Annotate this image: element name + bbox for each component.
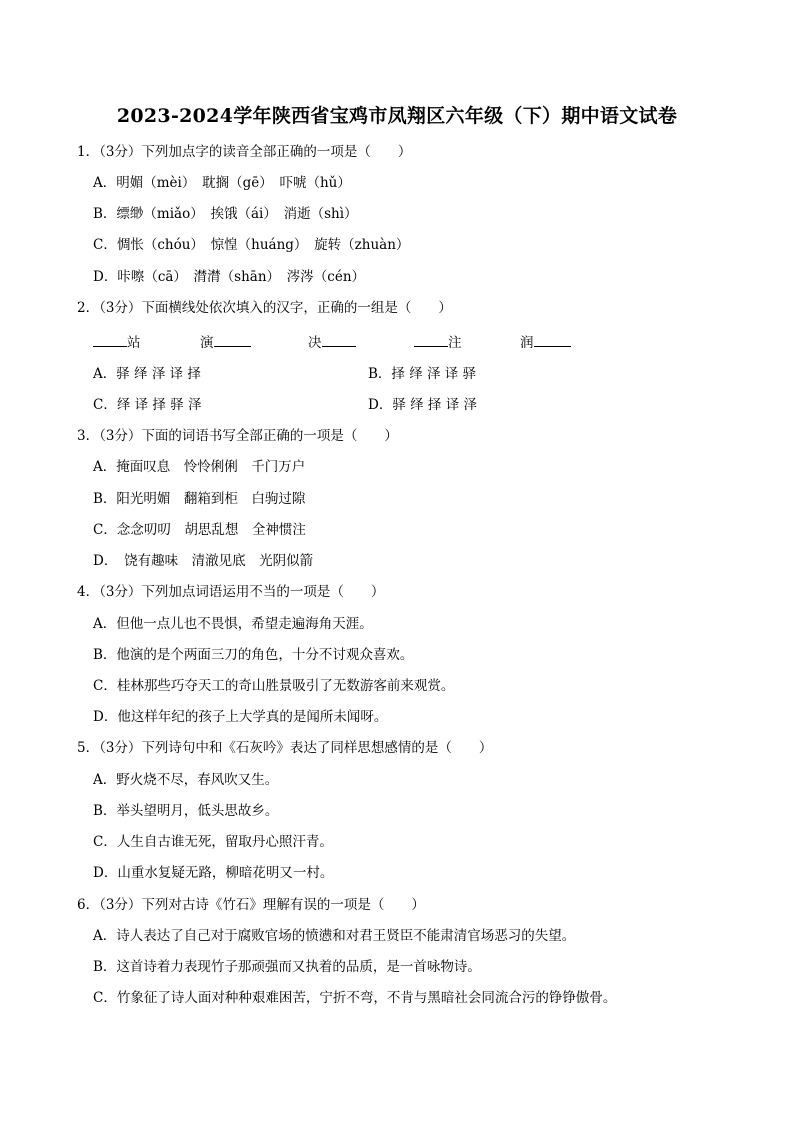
- question-3-option-c: C．念念叨叨 胡思乱想 全神惯注: [93, 522, 306, 538]
- question-3-option-a: A．掩面叹息 怜怜俐俐 千门万户: [93, 459, 306, 475]
- page-title: 2023-2024学年陕西省宝鸡市凤翔区六年级（下）期中语文试卷: [116, 105, 678, 127]
- blank-line: [534, 333, 571, 347]
- question-1-option-d: D．咔嚓（cā） 潸潸（shān） 涔涔（cén）: [93, 269, 366, 285]
- question-2-option-a: A．驿 绎 泽 译 择: [93, 366, 201, 382]
- question-3-option-b: B．阳光明媚 翻箱到柜 白驹过隙: [93, 491, 306, 507]
- question-5-option-d: D．山重水复疑无路，柳暗花明又一村。: [93, 865, 334, 881]
- question-2-stem: 2．（3分）下面横线处依次填入的汉字，正确的一组是（ ）: [77, 300, 452, 316]
- question-3-stem: 3．（3分）下面的词语书写全部正确的一项是（ ）: [77, 428, 398, 444]
- fill-item-3: [308, 333, 356, 352]
- question-6-option-c: C．竹象征了诗人面对种种艰难困苦，宁折不弯，不肯与黑暗社会同流合污的铮铮傲骨。: [93, 990, 617, 1006]
- question-4-stem: 4．（3分）下列加点词语运用不当的一项是（ ）: [77, 584, 385, 600]
- question-2-option-c: C．绎 译 择 驿 泽: [93, 397, 202, 413]
- question-6-stem: 6．（3分）下列对古诗《竹石》理解有误的一项是（ ）: [77, 897, 425, 913]
- question-5-option-a: A．野火烧不尽，春风吹又生。: [93, 772, 279, 788]
- blank-line: [214, 333, 251, 347]
- question-2-option-b: B．择 绎 泽 译 驿: [368, 366, 477, 382]
- fill-char: 决: [308, 335, 322, 351]
- question-1-stem: 1．（3分）下列加点字的读音全部正确的一项是（ ）: [77, 144, 412, 160]
- question-3-option-d: D． 饶有趣味 清澈见底 光阴似箭: [93, 553, 314, 569]
- blank-line: [322, 333, 356, 347]
- question-4-option-a: A．但他一点儿也不畏惧，希望走遍海角天涯。: [93, 616, 373, 632]
- question-4-option-d: D．他这样年纪的孩子上大学真的是闻所未闻呀。: [93, 709, 388, 725]
- question-1-option-a: A．明媚（mèi） 耽搁（gē） 吓唬（hǔ）: [93, 175, 351, 191]
- fill-char: 演: [200, 335, 214, 351]
- question-6-option-a: A．诗人表达了自己对于腐败官场的愤懑和对君王贤臣不能肃清官场恶习的失望。: [93, 928, 576, 944]
- fill-char: 注: [448, 335, 462, 351]
- question-1-option-c: C．惆怅（chóu） 惊惶（huáng） 旋转（zhuàn）: [93, 237, 410, 253]
- question-5-option-b: B．举头望明月，低头思故乡。: [93, 803, 279, 819]
- blank-line: [414, 333, 448, 347]
- fill-char: 站: [127, 335, 141, 351]
- blank-line: [93, 333, 127, 347]
- fill-item-4: [414, 333, 462, 352]
- fill-item-5: [520, 333, 571, 352]
- fill-item-2: [200, 333, 251, 352]
- question-4-option-b: B．他演的是个两面三刀的角色，十分不讨观众喜欢。: [93, 647, 414, 663]
- question-5-option-c: C．人生自古谁无死，留取丹心照汗青。: [93, 834, 333, 850]
- question-6-option-b: B．这首诗着力表现竹子那顽强而又执着的品质，是一首咏物诗。: [93, 959, 481, 975]
- fill-item-1: [93, 333, 141, 352]
- question-2-option-d: D．驿 绎 择 译 泽: [368, 397, 477, 413]
- fill-char: 润: [520, 335, 534, 351]
- question-5-stem: 5．（3分）下列诗句中和《石灰吟》表达了同样思想感情的是（ ）: [77, 740, 493, 756]
- question-4-option-c: C．桂林那些巧夺天工的奇山胜景吸引了无数游客前来观赏。: [93, 678, 455, 694]
- question-1-option-b: B．缥缈（miǎo） 挨饿（ái） 消逝（shì）: [93, 206, 358, 222]
